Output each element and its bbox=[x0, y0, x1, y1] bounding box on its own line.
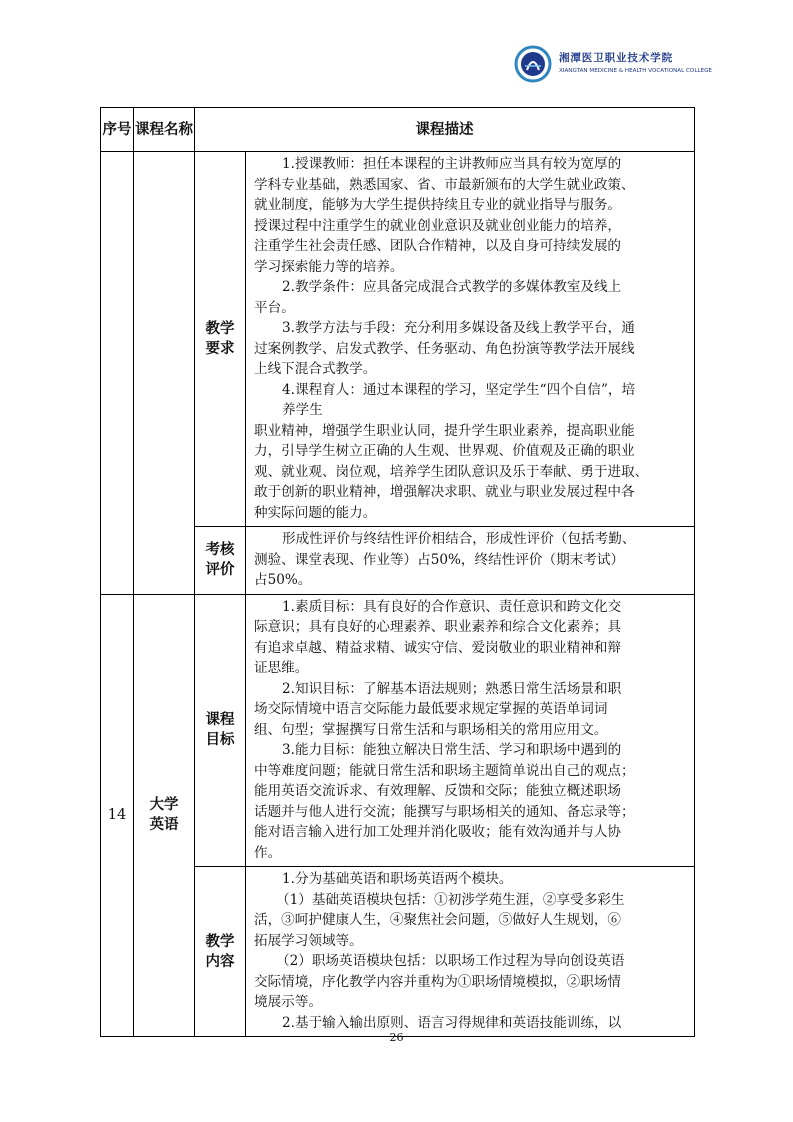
desc-line: 证思维。 bbox=[254, 660, 309, 676]
desc-line: 1.授课教师：担任本课程的主讲教师应当具有较为宽厚的 bbox=[282, 156, 622, 172]
desc-line: 3.教学方法与手段：充分利用多媒设备及线上教学平台，通 bbox=[282, 320, 635, 336]
desc-line: 3.能力目标：能独立解决日常生活、学习和职场中遇到的 bbox=[282, 742, 622, 758]
desc-line: 测验、课堂表现、作业等）占50%，终结性评价（期末考试） bbox=[254, 551, 625, 568]
college-emblem-icon bbox=[513, 44, 555, 84]
desc-line: 能对语言输入进行加工处理并消化吸收；能有效沟通并与人协 bbox=[254, 824, 622, 840]
section-desc-assessment bbox=[246, 527, 695, 595]
desc-line: 学科专业基础，熟悉国家、省、市最新颁布的大学生就业政策、 bbox=[254, 176, 635, 193]
desc-line: 养学生 bbox=[282, 402, 323, 418]
row-seq-cell: 14 bbox=[101, 594, 134, 1037]
desc-line: 拓展学习领域等。 bbox=[254, 932, 363, 949]
desc-line: 注重学生社会责任感、团队合作精神，以及自身可持续发展的 bbox=[254, 238, 622, 254]
desc-line: 2.基于输入输出原则、语言习得规律和英语技能训练，以 bbox=[282, 1014, 622, 1031]
desc-line: 能用英语交流诉求、有效理解、反馈和交际；能独立概述职场 bbox=[254, 783, 622, 799]
desc-line: （2）职场英语模块包括：以职场工作过程为导向创设英语 bbox=[276, 953, 625, 969]
table-row bbox=[101, 594, 695, 867]
section-desc-teaching-content bbox=[246, 867, 695, 1037]
desc-line: （1）基础英语模块包括：①初涉学苑生涯，②享受多彩生 bbox=[276, 891, 625, 908]
desc-line: 际意识；具有良好的心理素养、职业素养和综合文化素养；具 bbox=[254, 619, 622, 635]
desc-line: 力，引导学生树立正确的人生观、世界观、价值观及正确的职业 bbox=[254, 443, 635, 459]
desc-line: 过案例教学、启发式教学、任务驱动、角色扮演等教学法开展线 bbox=[254, 340, 635, 357]
desc-line: 上线下混合式教学。 bbox=[254, 361, 377, 377]
logo-chinese-name: 湘潭医卫职业技术学院 bbox=[559, 52, 673, 64]
desc-line: 活，③呵护健康人生，④聚焦社会问题，⑤做好人生规划，⑥ bbox=[254, 912, 622, 928]
desc-line: 2.教学条件：应具备完成混合式教学的多媒体教室及线上 bbox=[282, 279, 622, 295]
row-name-cell bbox=[134, 152, 195, 595]
desc-line: 作。 bbox=[254, 844, 282, 861]
course-table bbox=[100, 107, 695, 1037]
desc-line: 中等难度问题；能就日常生活和职场主题简单说出自己的观点； bbox=[254, 762, 635, 779]
header-course-name: 课程名称 bbox=[134, 108, 195, 152]
section-desc-teaching-requirements bbox=[246, 152, 695, 527]
desc-line: 学习探索能力等的培养。 bbox=[254, 258, 404, 275]
row-seq-cell bbox=[101, 152, 134, 595]
desc-line: 形成性评价与终结性评价相结合，形成性评价（包括考勤、 bbox=[282, 531, 636, 547]
section-label-assessment: 考核评价 bbox=[195, 527, 246, 595]
desc-line: 平台。 bbox=[254, 299, 295, 316]
desc-line: 有追求卓越、精益求精、诚实守信、爱岗敬业的职业精神和辩 bbox=[254, 639, 622, 656]
desc-line: 授课过程中注重学生的就业创业意识及就业创业能力的培养， bbox=[254, 217, 622, 234]
table-row bbox=[101, 152, 695, 527]
desc-line: 1.素质目标：具有良好的合作意识、责任意识和跨文化交 bbox=[282, 598, 622, 615]
desc-line: 占50%。 bbox=[254, 572, 312, 588]
desc-line: 敢于创新的职业精神，增强解决求职、就业与职业发展过程中各 bbox=[254, 484, 635, 500]
desc-line: 组、句型；掌握撰写日常生活和与职场相关的常用应用文。 bbox=[254, 721, 608, 738]
header-seq: 序号 bbox=[101, 108, 134, 152]
logo-english-name: XIANGTAN MEDICINE & HEALTH VOCATIONAL COLLEGE bbox=[559, 68, 712, 74]
desc-line: 交际情境，序化教学内容并重构为①职场情境模拟，②职场情 bbox=[254, 973, 622, 990]
section-label-course-objectives: 课程目标 bbox=[195, 594, 246, 867]
section-desc-course-objectives bbox=[246, 594, 695, 867]
section-label-teaching-content: 教学内容 bbox=[195, 867, 246, 1037]
row-name-cell: 大学英语 bbox=[134, 594, 195, 1037]
desc-line: 境展示等。 bbox=[254, 994, 322, 1010]
desc-line: 话题并与他人进行交流；能撰写与职场相关的通知、备忘录等； bbox=[254, 803, 635, 820]
desc-line: 场交际情境中语言交际能力最低要求规定掌握的英语单词词 bbox=[254, 701, 608, 717]
desc-line: 2.知识目标：了解基本语法规则；熟悉日常生活场景和职 bbox=[282, 680, 622, 697]
desc-line: 1.分为基础英语和职场英语两个模块。 bbox=[282, 871, 513, 887]
desc-line: 职业精神，增强学生职业认同，提升学生职业素养，提高职业能 bbox=[254, 422, 635, 439]
section-label-teaching-requirements: 教学要求 bbox=[195, 152, 246, 527]
desc-line: 就业制度，能够为大学生提供持续且专业的就业指导与服务。 bbox=[254, 197, 622, 213]
desc-line: 观、就业观、岗位观，培养学生团队意识及乐于奉献、勇于进取、 bbox=[254, 463, 649, 480]
page-number: 26 bbox=[389, 1031, 404, 1044]
college-logo bbox=[513, 44, 712, 84]
desc-line: 4.课程育人：通过本课程的学习，坚定学生“四个自信”，培 bbox=[282, 381, 636, 398]
header-course-desc: 课程描述 bbox=[195, 108, 695, 152]
desc-line: 种实际问题的能力。 bbox=[254, 504, 377, 521]
table-header-row bbox=[101, 108, 695, 152]
